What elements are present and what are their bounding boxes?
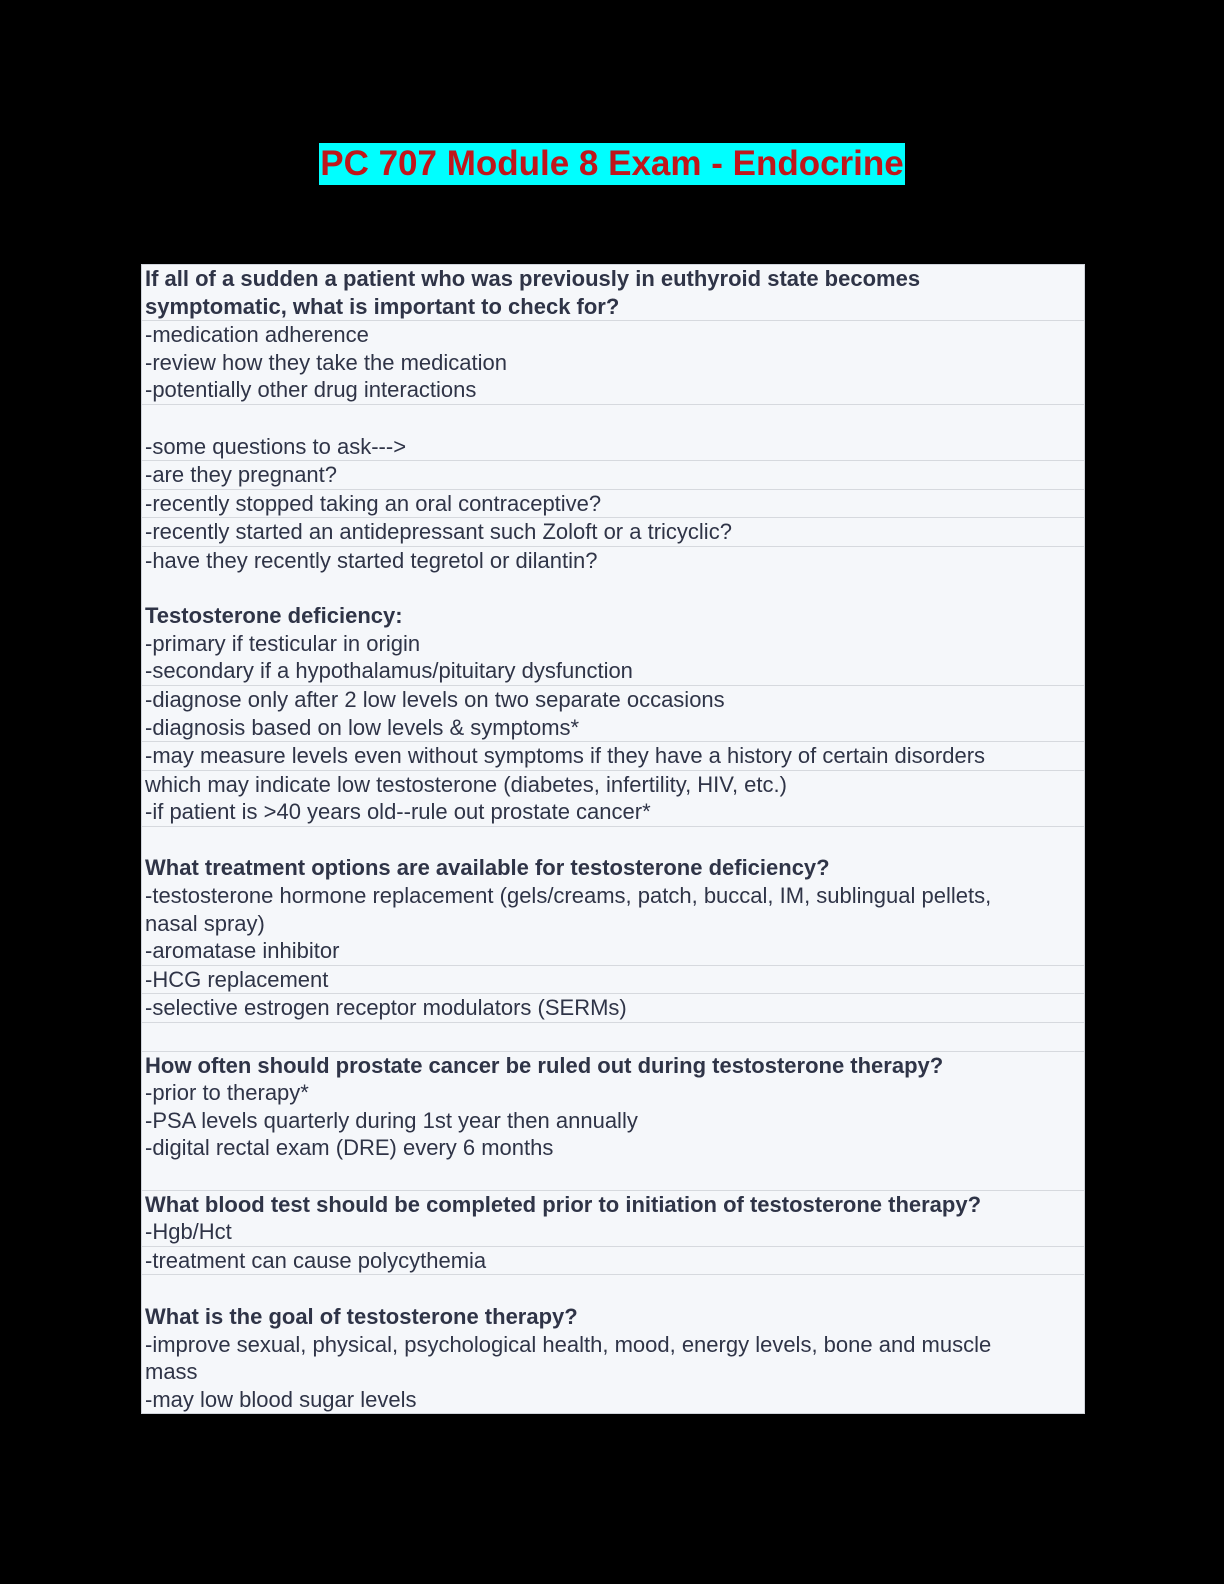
answer-text: -diagnose only after 2 low levels on two separate occasions (145, 686, 725, 712)
question-text: How often should prostate cancer be ruled out during testosterone therapy? (145, 1052, 944, 1078)
table-row (142, 827, 1084, 966)
blank-line (145, 1275, 1084, 1303)
answer-text: -recently stopped taking an oral contraceptive? (145, 490, 602, 516)
blank-line (145, 575, 1084, 603)
answer-text: -recently started an antidepressant such Zoloft or a tricyclic? (145, 519, 732, 545)
answer-text: -testosterone hormone replacement (gels/creams, patch, buccal, IM, sublingual pellets, (145, 883, 992, 909)
table-row (142, 966, 1084, 995)
table-row (142, 518, 1084, 547)
flashcard-table (141, 264, 1085, 1414)
answer-text: -if patient is >40 years old--rule out prostate cancer* (145, 799, 651, 825)
table-row (142, 1191, 1084, 1247)
answer-text: -PSA levels quarterly during 1st year then annually (145, 1107, 638, 1133)
table-row (142, 265, 1084, 321)
table-row (142, 686, 1084, 742)
answer-text: nasal spray) (145, 910, 265, 936)
answer-text: -HCG replacement (145, 966, 329, 992)
answer-text: -secondary if a hypothalamus/pituitary dysfunction (145, 658, 633, 684)
answer-text: -medication adherence (145, 322, 369, 348)
answer-text: -may measure levels even without symptoms if they have a history of certain disorders (145, 743, 986, 769)
answer-text: -primary if testicular in origin (145, 630, 421, 656)
answer-text: -prior to therapy* (145, 1080, 309, 1106)
question-text: What blood test should be completed prior to initiation of testosterone therapy? (145, 1191, 982, 1217)
answer-text: -are they pregnant? (145, 462, 338, 488)
blank-line (145, 1162, 1084, 1190)
question-text: symptomatic, what is important to check for? (145, 293, 620, 319)
title-container (0, 143, 1224, 185)
table-row (142, 405, 1084, 461)
question-text: If all of a sudden a patient who was previously in euthyroid state becomes (145, 266, 921, 291)
question-text: What treatment options are available for testosterone deficiency? (145, 855, 830, 881)
table-row (142, 321, 1084, 405)
table-row (142, 742, 1084, 771)
blank-line (145, 1023, 1084, 1051)
answer-text: mass (145, 1359, 198, 1385)
answer-text: -have they recently started tegretol or dilantin? (145, 547, 598, 573)
answer-text: -diagnosis based on low levels & symptoms* (145, 714, 580, 740)
answer-text: -may low blood sugar levels (145, 1386, 417, 1412)
table-row (142, 1052, 1084, 1191)
answer-text: -review how they take the medication (145, 349, 507, 375)
answer-text: -improve sexual, physical, psychological health, mood, energy levels, bone and muscle (145, 1331, 992, 1357)
answer-text: -some questions to ask---> (145, 433, 407, 459)
table-row (142, 461, 1084, 490)
table-row (142, 1023, 1084, 1052)
blank-line (145, 827, 1084, 855)
question-text: Testosterone deficiency: (145, 603, 403, 629)
table-row (142, 1247, 1084, 1276)
table-row (142, 771, 1084, 827)
page-title: PC 707 Module 8 Exam - Endocrine (320, 144, 904, 183)
answer-text: -selective estrogen receptor modulators (SERMs) (145, 995, 627, 1021)
answer-text: -digital rectal exam (DRE) every 6 months (145, 1135, 554, 1161)
answer-text: -Hgb/Hct (145, 1219, 232, 1245)
answer-text: -aromatase inhibitor (145, 938, 340, 964)
table-row (142, 1275, 1084, 1413)
answer-text: -treatment can cause polycythemia (145, 1247, 487, 1273)
question-text: What is the goal of testosterone therapy? (145, 1303, 578, 1329)
table-row (142, 994, 1084, 1023)
answer-text: -potentially other drug interactions (145, 377, 477, 403)
answer-text: which may indicate low testosterone (diabetes, infertility, HIV, etc.) (145, 771, 787, 797)
table-row (142, 547, 1084, 686)
table-row (142, 490, 1084, 519)
blank-line (145, 405, 1084, 433)
